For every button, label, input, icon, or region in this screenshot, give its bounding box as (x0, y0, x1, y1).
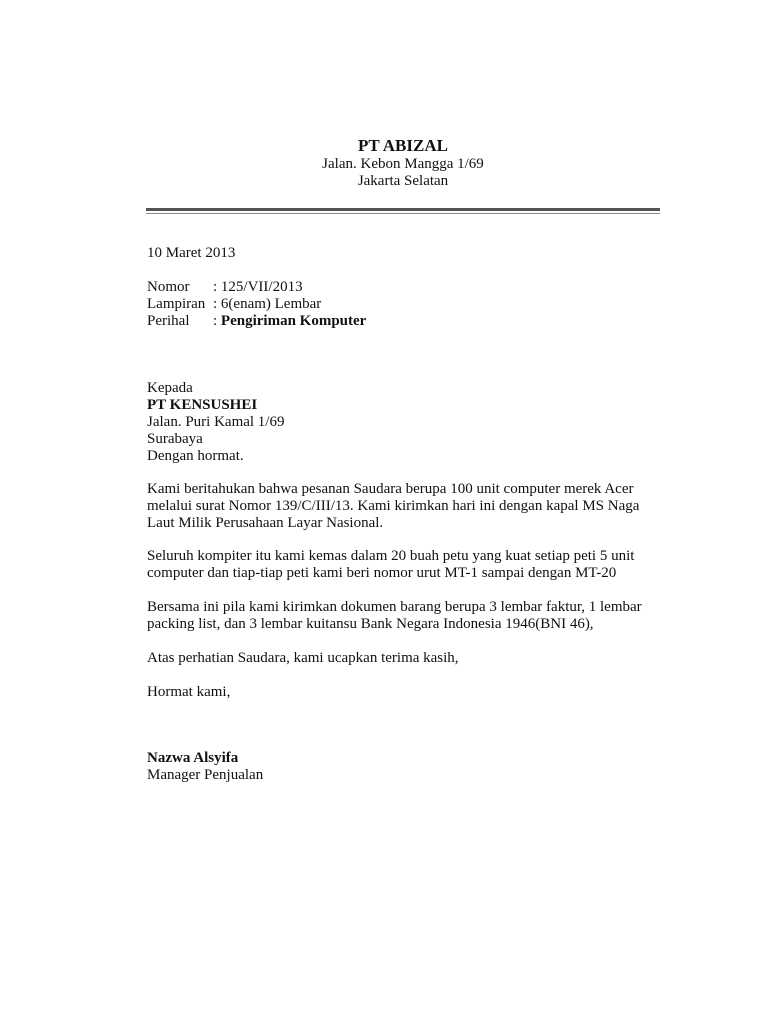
perihal-colon: : (213, 313, 221, 329)
recipient-company: PT KENSUSHEI (147, 397, 258, 413)
recipient-to-label: Kepada (147, 380, 193, 396)
paragraph-3-line-1: Bersama ini pila kami kirimkan dokumen barang berupa 3 lembar faktur, 1 lembar (147, 599, 642, 615)
sender-address-line-2: Jakarta Selatan (357, 173, 449, 189)
letter-meta (147, 279, 667, 330)
letter-date (147, 245, 667, 262)
signature-block (147, 750, 667, 784)
perihal-label: Perihal (147, 313, 190, 329)
paragraph-1 (147, 481, 667, 532)
sender-address-line-1: Jalan. Kebon Mangga 1/69 (322, 156, 484, 172)
paragraph-1-line-2: melalui surat Nomor 139/C/III/13. Kami kirimkan hari ini dengan kapal MS Naga (147, 498, 640, 514)
paragraph-3-line-2: packing list, dan 3 lembar kuitansu Bank Negara Indonesia 1946(BNI 46), (147, 616, 594, 632)
paragraph-4-line-1: Atas perhatian Saudara, kami ucapkan terima kasih, (147, 650, 459, 666)
recipient-city: Surabaya (147, 431, 203, 447)
signatory-name: Nazwa Alsyifa (147, 750, 239, 766)
meta-row-nomor (147, 279, 667, 296)
salutation: Dengan hormat. (147, 448, 244, 464)
paragraph-3 (147, 599, 667, 633)
letterhead-divider-thin (146, 213, 660, 214)
lampiran-value: : 6(enam) Lembar (213, 296, 322, 312)
nomor-value: : 125/VII/2013 (213, 279, 303, 295)
paragraph-2-line-2: computer dan tiap-tiap peti kami beri nomor urut MT-1 sampai dengan MT-20 (147, 565, 617, 581)
perihal-value: Pengiriman Komputer (220, 313, 367, 329)
paragraph-1-line-3: Laut Milik Perusahaan Layar Nasional. (147, 515, 384, 531)
closing-text: Hormat kami, (147, 684, 231, 700)
paragraph-2 (147, 548, 667, 582)
paragraph-2-line-1: Seluruh kompiter itu kami kemas dalam 20 buah petu yang kuat setiap peti 5 unit (147, 548, 635, 564)
letterhead-divider-thick (146, 208, 660, 211)
nomor-label: Nomor (147, 279, 190, 295)
paragraph-4 (147, 650, 667, 667)
date-text: 10 Maret 2013 (147, 245, 236, 261)
letterhead (146, 136, 660, 190)
signatory-title: Manager Penjualan (147, 767, 264, 783)
sender-company-name: PT ABIZAL (358, 136, 448, 155)
meta-row-perihal (147, 313, 667, 330)
paragraph-1-line-1: Kami beritahukan bahwa pesanan Saudara berupa 100 unit computer merek Acer (147, 481, 634, 497)
meta-row-lampiran (147, 296, 667, 313)
recipient-address: Jalan. Puri Kamal 1/69 (147, 414, 285, 430)
lampiran-label: Lampiran (147, 296, 206, 312)
closing (147, 684, 667, 701)
recipient-block (147, 380, 667, 465)
